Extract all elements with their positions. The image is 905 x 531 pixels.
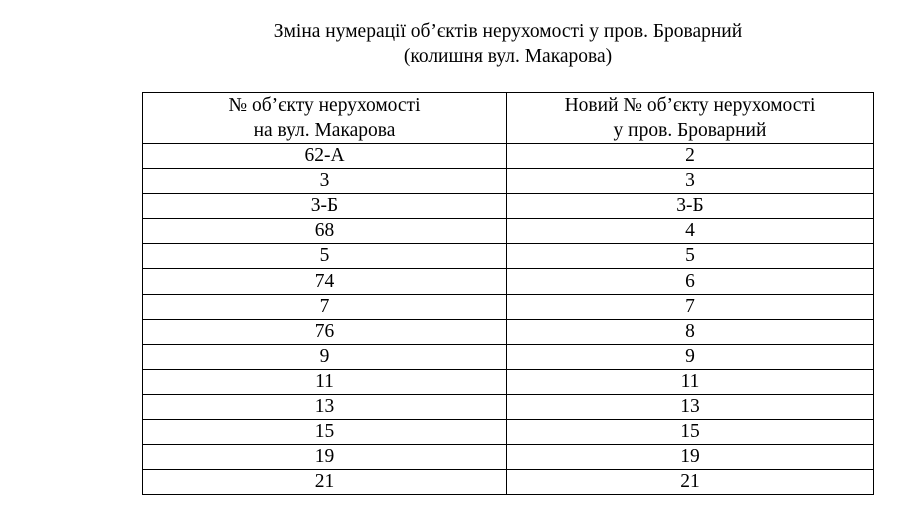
- table-row: [143, 244, 874, 269]
- new-number-cell: 19: [507, 445, 874, 470]
- old-number-cell: 76: [143, 319, 507, 344]
- old-number-cell: 13: [143, 394, 507, 419]
- new-number-cell: 11: [507, 369, 874, 394]
- header-old-number-line-2: на вул. Макарова: [253, 120, 396, 141]
- header-new-number-line-2: у пров. Броварний: [613, 120, 767, 141]
- new-number-cell: 15: [507, 420, 874, 445]
- table-row: [143, 319, 874, 344]
- table-row: [143, 369, 874, 394]
- old-number-cell: 9: [143, 344, 507, 369]
- table-row: [143, 394, 874, 419]
- old-number-cell: 5: [143, 244, 507, 269]
- table-row: [143, 169, 874, 194]
- table-row: [143, 269, 874, 294]
- old-number-cell: 62-А: [143, 144, 507, 169]
- old-number-cell: 7: [143, 294, 507, 319]
- title-line-2: (колишня вул. Макарова): [403, 46, 613, 67]
- table-row: [143, 445, 874, 470]
- table-row: [143, 470, 874, 495]
- table-row: [143, 194, 874, 219]
- table-row: [143, 144, 874, 169]
- document-title: [0, 19, 905, 69]
- table-row: [143, 420, 874, 445]
- old-number-cell: 11: [143, 369, 507, 394]
- table-row: [143, 219, 874, 244]
- table-row: [143, 294, 874, 319]
- header-old-number-line-1: № об’єкту нерухомості: [228, 95, 421, 116]
- header-old-number: [143, 93, 507, 144]
- header-new-number: [507, 93, 874, 144]
- table-row: [143, 344, 874, 369]
- old-number-cell: 74: [143, 269, 507, 294]
- new-number-cell: 5: [507, 244, 874, 269]
- new-number-cell: 8: [507, 319, 874, 344]
- new-number-cell: 4: [507, 219, 874, 244]
- old-number-cell: 15: [143, 420, 507, 445]
- new-number-cell: 13: [507, 394, 874, 419]
- renumbering-table: [142, 92, 874, 495]
- new-number-cell: 3-Б: [507, 194, 874, 219]
- old-number-cell: 21: [143, 470, 507, 495]
- table-header-row: [143, 93, 874, 144]
- old-number-cell: 19: [143, 445, 507, 470]
- title-line-1: Зміна нумерації об’єктів нерухомості у пров. Броварний: [273, 21, 743, 42]
- new-number-cell: 2: [507, 144, 874, 169]
- old-number-cell: 3: [143, 169, 507, 194]
- new-number-cell: 6: [507, 269, 874, 294]
- old-number-cell: 68: [143, 219, 507, 244]
- new-number-cell: 9: [507, 344, 874, 369]
- table-body: [143, 144, 874, 495]
- header-new-number-line-1: Новий № об’єкту нерухомості: [564, 95, 816, 116]
- new-number-cell: 3: [507, 169, 874, 194]
- old-number-cell: 3-Б: [143, 194, 507, 219]
- new-number-cell: 21: [507, 470, 874, 495]
- new-number-cell: 7: [507, 294, 874, 319]
